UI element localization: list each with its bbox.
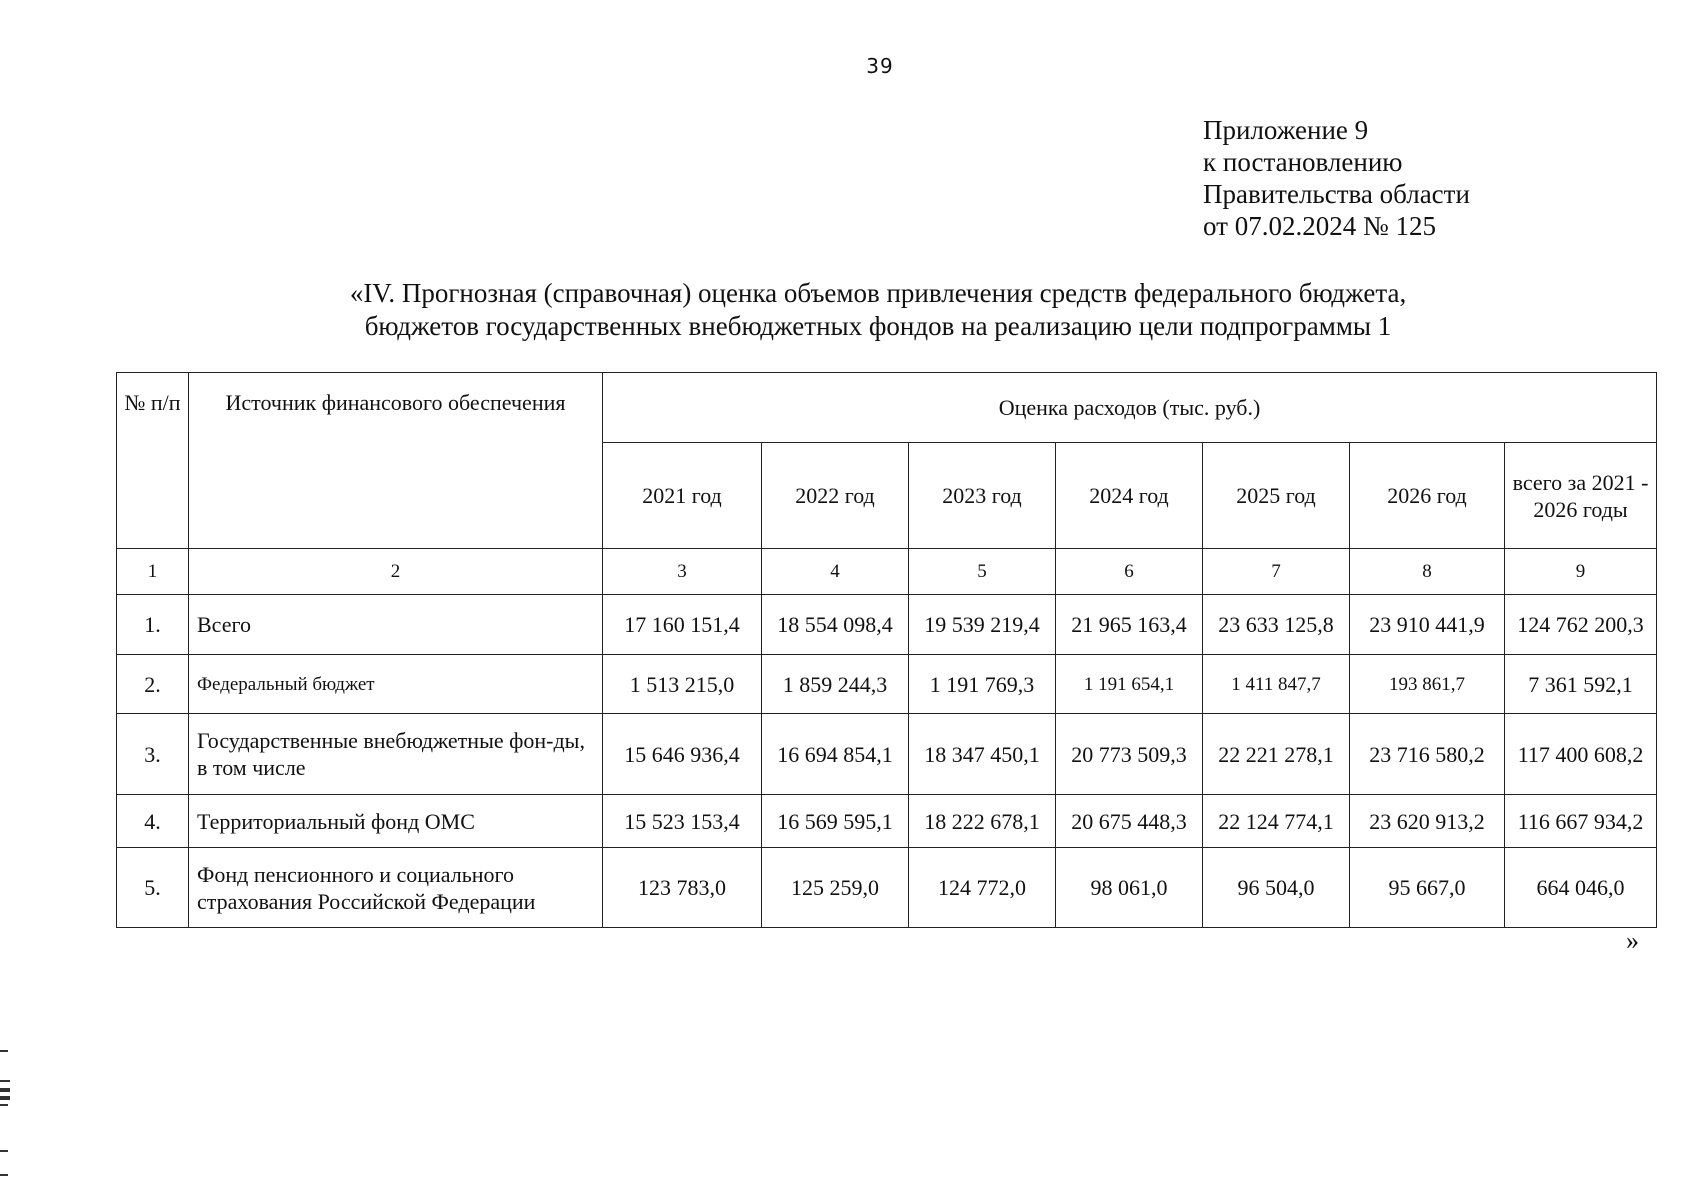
table-row <box>117 848 1657 928</box>
row-value: 20 773 509,3 <box>1056 714 1203 795</box>
column-number: 1 <box>117 549 189 595</box>
header-year: 2021 год <box>603 443 762 549</box>
row-value: 18 222 678,1 <box>909 795 1056 848</box>
page-number: 39 <box>866 54 894 78</box>
row-value: 117 400 608,2 <box>1505 714 1657 795</box>
row-value: 15 523 153,4 <box>603 795 762 848</box>
appendix-line: Приложение 9 <box>1203 115 1369 145</box>
title-line: «IV. Прогнозная (справочная) оценка объемов привлечения средств федерального бюджета, <box>349 278 1407 308</box>
funding-estimate-table <box>116 372 1657 928</box>
row-value: 19 539 219,4 <box>909 595 1056 655</box>
column-number: 3 <box>603 549 762 595</box>
row-source: Территориальный фонд ОМС <box>189 795 603 848</box>
row-number: 4. <box>117 795 189 848</box>
row-value: 124 762 200,3 <box>1505 595 1657 655</box>
header-estimate: Оценка расходов (тыс. руб.) <box>603 373 1657 443</box>
closing-quote: » <box>1626 926 1639 955</box>
row-value: 16 694 854,1 <box>762 714 909 795</box>
row-number: 1. <box>117 595 189 655</box>
header-year: 2022 год <box>762 443 909 549</box>
row-value: 116 667 934,2 <box>1505 795 1657 848</box>
scan-edge-marks <box>0 1050 12 1180</box>
column-number: 5 <box>909 549 1056 595</box>
column-numbers-row <box>117 549 1657 595</box>
header-year: 2023 год <box>909 443 1056 549</box>
column-number: 2 <box>189 549 603 595</box>
row-source: Фонд пенсионного и социального страхования Российской Федерации <box>189 848 603 928</box>
row-value: 7 361 592,1 <box>1505 655 1657 714</box>
row-value: 15 646 936,4 <box>603 714 762 795</box>
row-value: 124 772,0 <box>909 848 1056 928</box>
table-row <box>117 595 1657 655</box>
header-total: всего за 2021 - 2026 годы <box>1505 443 1657 549</box>
row-value: 23 620 913,2 <box>1350 795 1505 848</box>
row-source: Всего <box>189 595 603 655</box>
row-value: 17 160 151,4 <box>603 595 762 655</box>
section-title <box>120 277 1636 343</box>
row-number: 5. <box>117 848 189 928</box>
header-year: 2025 год <box>1203 443 1350 549</box>
row-value: 1 411 847,7 <box>1203 655 1350 714</box>
header-source: Источник финансового обеспечения <box>189 373 603 549</box>
column-number: 8 <box>1350 549 1505 595</box>
table-row <box>117 795 1657 848</box>
table-row <box>117 714 1657 795</box>
table-header-row <box>117 373 1657 443</box>
appendix-reference <box>1203 114 1470 242</box>
column-number: 4 <box>762 549 909 595</box>
row-value: 22 221 278,1 <box>1203 714 1350 795</box>
row-number: 3. <box>117 714 189 795</box>
row-value: 23 716 580,2 <box>1350 714 1505 795</box>
row-value: 664 046,0 <box>1505 848 1657 928</box>
header-year: 2024 год <box>1056 443 1203 549</box>
row-value: 123 783,0 <box>603 848 762 928</box>
title-line: бюджетов государственных внебюджетных фондов на реализацию цели подпрограммы 1 <box>364 311 1392 341</box>
row-value: 95 667,0 <box>1350 848 1505 928</box>
row-value: 21 965 163,4 <box>1056 595 1203 655</box>
column-number: 7 <box>1203 549 1350 595</box>
header-year: 2026 год <box>1350 443 1505 549</box>
row-source: Государственные внебюджетные фон-ды, в том числе <box>189 714 603 795</box>
row-value: 98 061,0 <box>1056 848 1203 928</box>
row-value: 23 910 441,9 <box>1350 595 1505 655</box>
table-row <box>117 655 1657 714</box>
column-number: 6 <box>1056 549 1203 595</box>
row-value: 18 554 098,4 <box>762 595 909 655</box>
row-value: 125 259,0 <box>762 848 909 928</box>
row-value: 22 124 774,1 <box>1203 795 1350 848</box>
column-number: 9 <box>1505 549 1657 595</box>
row-value: 1 191 769,3 <box>909 655 1056 714</box>
appendix-line: от 07.02.2024 № 125 <box>1203 211 1436 241</box>
row-value: 20 675 448,3 <box>1056 795 1203 848</box>
row-value: 1 513 215,0 <box>603 655 762 714</box>
row-value: 193 861,7 <box>1350 655 1505 714</box>
row-value: 1 191 654,1 <box>1056 655 1203 714</box>
row-value: 23 633 125,8 <box>1203 595 1350 655</box>
row-source: Федеральный бюджет <box>189 655 603 714</box>
row-value: 96 504,0 <box>1203 848 1350 928</box>
row-value: 16 569 595,1 <box>762 795 909 848</box>
row-value: 1 859 244,3 <box>762 655 909 714</box>
row-number: 2. <box>117 655 189 714</box>
appendix-line: Правительства области <box>1203 179 1470 209</box>
row-value: 18 347 450,1 <box>909 714 1056 795</box>
header-num: № п/п <box>117 373 189 549</box>
appendix-line: к постановлению <box>1203 147 1403 177</box>
